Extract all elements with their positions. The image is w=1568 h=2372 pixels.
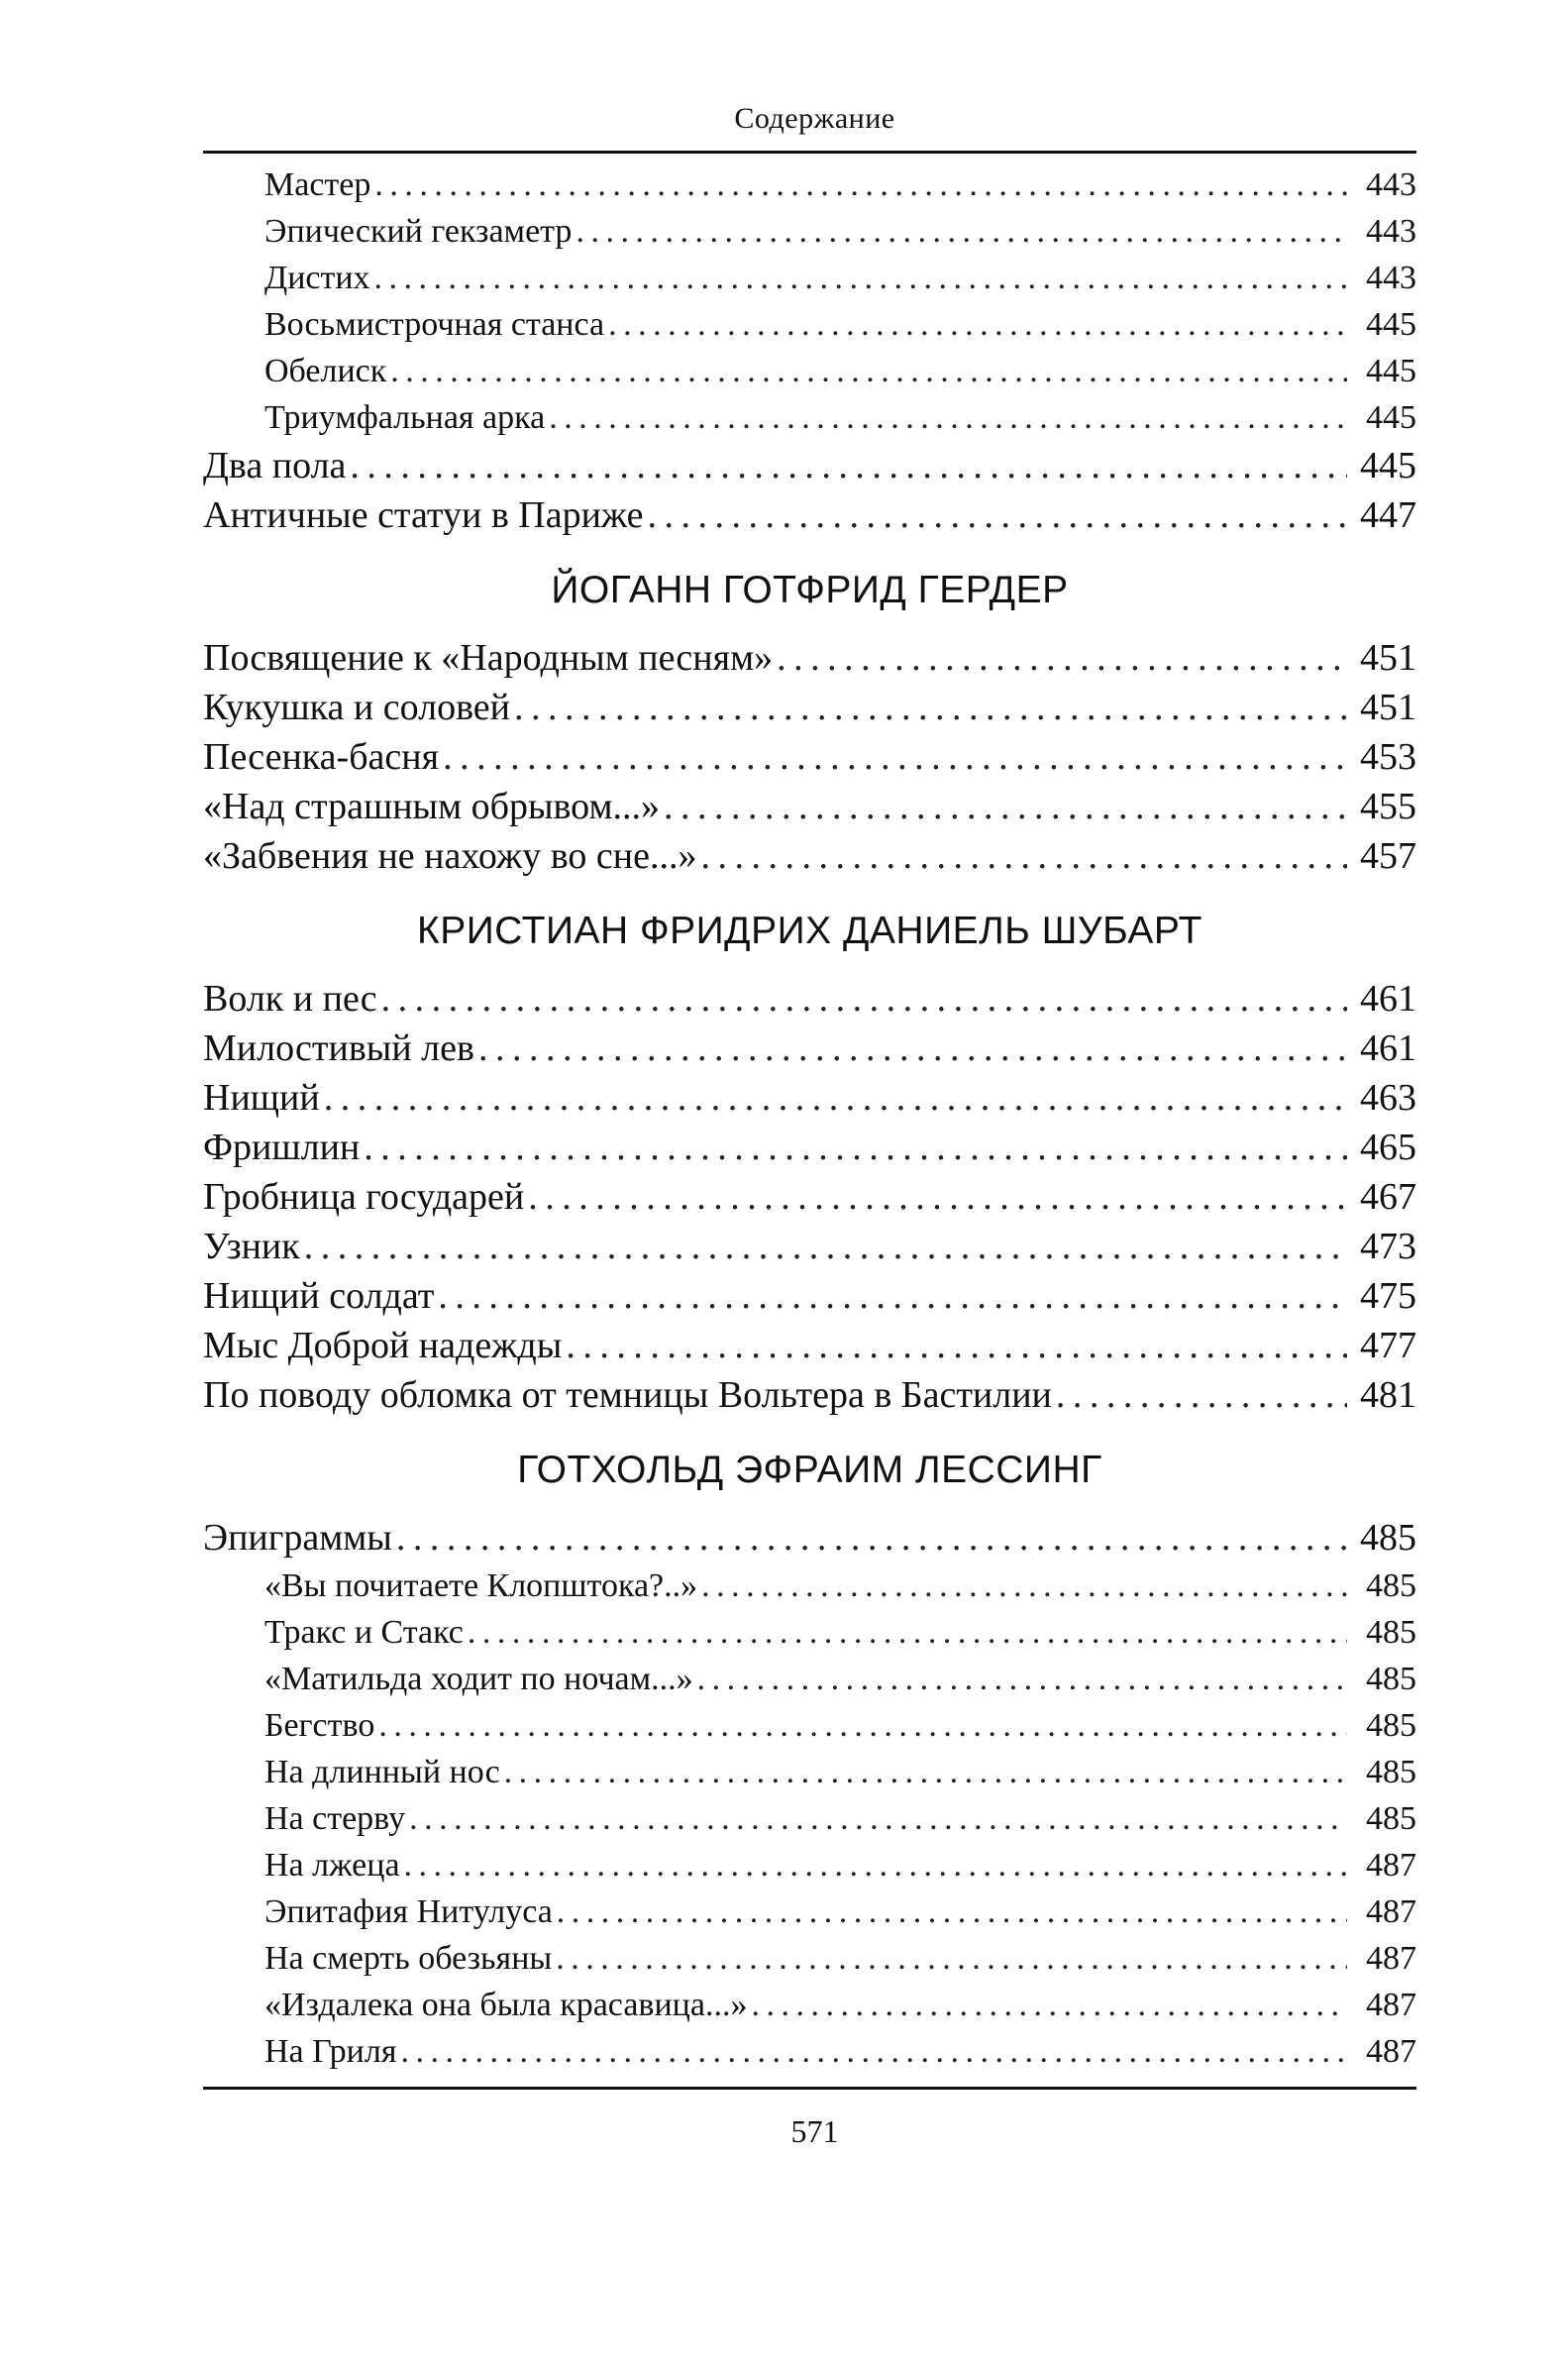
dot-leader <box>1056 1370 1347 1420</box>
dot-leader <box>664 782 1347 831</box>
toc-entry-page: 443 <box>1366 166 1416 203</box>
toc-entry-page: 481 <box>1360 1374 1416 1416</box>
toc-entry-page: 453 <box>1360 736 1416 778</box>
toc-entry-title: Обелиск <box>264 353 387 389</box>
toc-entry <box>203 1749 1416 1795</box>
toc-entry <box>203 162 1416 208</box>
toc-page <box>203 99 1416 2151</box>
toc-entry <box>203 974 1416 1024</box>
dot-leader <box>608 301 1347 348</box>
toc-entry-title: Восьмистрочная станса <box>264 306 605 343</box>
dot-leader <box>438 1271 1347 1321</box>
section-heading: КРИСТИАН ФРИДРИХ ДАНИЕЛЬ ШУБАРТ <box>416 910 1202 952</box>
toc-entry <box>203 633 1416 683</box>
dot-leader <box>324 1073 1347 1123</box>
toc-entry-title: Нищий солдат <box>203 1275 435 1317</box>
toc-entry-title: По поводу обломка от темницы Вольтера в Бастилии <box>203 1374 1052 1416</box>
dot-leader <box>751 1982 1347 2028</box>
toc-entry-page: 473 <box>1360 1226 1416 1267</box>
table-of-contents <box>203 162 1416 2075</box>
toc-entry-title: Мыс Доброй надежды <box>203 1325 563 1366</box>
toc-entry <box>203 732 1416 782</box>
dot-leader <box>557 1888 1347 1935</box>
toc-entry <box>203 2028 1416 2075</box>
header-rule <box>203 151 1416 154</box>
toc-entry-title: На длинный нос <box>264 1754 500 1790</box>
toc-entry-title: «Матильда ходит по ночам...» <box>264 1661 693 1697</box>
toc-entry <box>203 490 1416 540</box>
toc-entry-title: Нищий <box>203 1077 320 1119</box>
toc-entry <box>203 1935 1416 1982</box>
toc-entry-page: 485 <box>1366 1707 1416 1744</box>
toc-entry <box>203 301 1416 348</box>
footer-rule <box>203 2087 1416 2090</box>
dot-leader <box>777 633 1347 683</box>
toc-entry-title: Милостивый лев <box>203 1027 474 1069</box>
toc-entry <box>203 683 1416 732</box>
dot-leader <box>528 1172 1347 1222</box>
dot-leader <box>400 2028 1347 2075</box>
toc-entry-title: На стерву <box>264 1800 406 1837</box>
dot-leader <box>409 1795 1347 1842</box>
dot-leader <box>396 1513 1347 1563</box>
toc-entry <box>203 782 1416 831</box>
toc-entry-page: 443 <box>1366 213 1416 250</box>
toc-entry <box>203 208 1416 255</box>
toc-entry-page: 485 <box>1366 1661 1416 1697</box>
toc-entry-title: Эпиграммы <box>203 1517 392 1559</box>
toc-entry-title: Фришлин <box>203 1127 361 1168</box>
toc-entry <box>203 348 1416 394</box>
toc-entry <box>203 831 1416 881</box>
dot-leader <box>304 1222 1347 1271</box>
toc-entry-page: 463 <box>1360 1077 1416 1119</box>
dot-leader <box>378 1702 1347 1749</box>
toc-entry-page: 487 <box>1366 1893 1416 1930</box>
dot-leader <box>390 348 1347 394</box>
toc-entry <box>203 441 1416 490</box>
toc-entry-title: На Гриля <box>264 2033 397 2070</box>
toc-entry-page: 465 <box>1360 1127 1416 1168</box>
toc-entry-page: 487 <box>1366 1940 1416 1977</box>
toc-entry-title: «Забвения не нахожу во сне...» <box>203 835 697 877</box>
toc-entry <box>203 255 1416 301</box>
dot-leader <box>374 255 1347 301</box>
dot-leader <box>575 208 1347 255</box>
toc-entry-page: 445 <box>1366 353 1416 389</box>
toc-entry-title: Песенка-басня <box>203 736 440 778</box>
toc-entry <box>203 1123 1416 1172</box>
dot-leader <box>697 1656 1347 1702</box>
toc-entry-page: 487 <box>1366 1847 1416 1884</box>
toc-entry <box>203 1271 1416 1321</box>
toc-entry-page: 457 <box>1360 835 1416 877</box>
toc-entry-page: 485 <box>1366 1614 1416 1651</box>
toc-entry-title: «Вы почитаете Клопштока?..» <box>264 1567 698 1604</box>
toc-entry-title: «Издалека она была красавица...» <box>264 1987 748 2023</box>
dot-leader <box>381 974 1347 1024</box>
dot-leader <box>468 1609 1347 1656</box>
dot-leader <box>566 1321 1347 1370</box>
toc-entry <box>203 1513 1416 1563</box>
dot-leader <box>443 732 1347 782</box>
toc-entry-title: Узник <box>203 1226 300 1267</box>
toc-entry-title: Посвящение к «Народным песням» <box>203 637 774 679</box>
toc-entry-title: Волк и пес <box>203 978 377 1020</box>
toc-entry-title: Эпический гекзаметр <box>264 213 573 250</box>
toc-entry <box>203 1702 1416 1749</box>
toc-entry <box>203 1172 1416 1222</box>
toc-entry-title: Эпитафия Нитулуса <box>264 1893 553 1930</box>
page-number: 571 <box>790 2113 839 2149</box>
toc-entry-title: Античные статуи в Париже <box>203 494 644 536</box>
dot-leader <box>504 1749 1347 1795</box>
toc-entry-title: На лжеца <box>264 1847 400 1884</box>
toc-entry <box>203 1024 1416 1073</box>
toc-entry-page: 487 <box>1366 1987 1416 2023</box>
toc-entry-page: 445 <box>1366 306 1416 343</box>
dot-leader <box>701 831 1348 881</box>
toc-entry <box>203 1795 1416 1842</box>
toc-entry-page: 451 <box>1360 687 1416 728</box>
toc-entry-page: 475 <box>1360 1275 1416 1317</box>
toc-entry <box>203 394 1416 441</box>
toc-entry-page: 485 <box>1366 1567 1416 1604</box>
toc-entry-page: 477 <box>1360 1325 1416 1366</box>
dot-leader <box>648 490 1347 540</box>
toc-entry-page: 443 <box>1366 260 1416 296</box>
toc-entry <box>203 1609 1416 1656</box>
toc-entry-page: 445 <box>1366 399 1416 436</box>
toc-entry-title: На смерть обезьяны <box>264 1940 553 1977</box>
toc-entry-page: 485 <box>1360 1517 1416 1559</box>
toc-entry <box>203 1321 1416 1370</box>
toc-entry-title: Дистих <box>264 260 370 296</box>
toc-entry-title: Мастер <box>264 166 371 203</box>
toc-entry-page: 487 <box>1366 2033 1416 2070</box>
toc-entry <box>203 1370 1416 1420</box>
toc-entry <box>203 1842 1416 1888</box>
toc-entry-title: Бегство <box>264 1707 375 1744</box>
toc-entry-page: 485 <box>1366 1800 1416 1837</box>
section-heading: ЙОГАНН ГОТФРИД ГЕРДЕР <box>551 569 1069 611</box>
toc-entry <box>203 1563 1416 1609</box>
running-head: Содержание <box>734 102 895 135</box>
dot-leader <box>701 1563 1347 1609</box>
toc-entry <box>203 1656 1416 1702</box>
toc-entry-page: 455 <box>1360 786 1416 827</box>
toc-entry <box>203 1073 1416 1123</box>
toc-entry-title: Два пола <box>203 445 347 486</box>
toc-entry-title: Триумфальная арка <box>264 399 546 436</box>
toc-entry-page: 485 <box>1366 1754 1416 1790</box>
dot-leader <box>549 394 1347 441</box>
dot-leader <box>364 1123 1347 1172</box>
dot-leader <box>478 1024 1347 1073</box>
dot-leader <box>556 1935 1347 1982</box>
toc-entry <box>203 1222 1416 1271</box>
toc-entry-page: 451 <box>1360 637 1416 679</box>
toc-entry-title: Кукушка и соловей <box>203 687 511 728</box>
toc-entry-title: «Над страшным обрывом...» <box>203 786 660 827</box>
toc-entry-page: 445 <box>1360 445 1416 486</box>
dot-leader <box>514 683 1347 732</box>
dot-leader <box>404 1842 1347 1888</box>
toc-entry <box>203 1888 1416 1935</box>
toc-entry-page: 447 <box>1360 494 1416 536</box>
toc-entry-title: Гробница государей <box>203 1176 525 1218</box>
toc-entry-title: Тракс и Стакс <box>264 1614 464 1651</box>
dot-leader <box>350 441 1347 490</box>
dot-leader <box>374 162 1347 208</box>
toc-entry-page: 461 <box>1360 978 1416 1020</box>
section-heading: ГОТХОЛЬД ЭФРАИМ ЛЕССИНГ <box>517 1449 1102 1491</box>
toc-entry <box>203 1982 1416 2028</box>
toc-entry-page: 467 <box>1360 1176 1416 1218</box>
toc-entry-page: 461 <box>1360 1027 1416 1069</box>
